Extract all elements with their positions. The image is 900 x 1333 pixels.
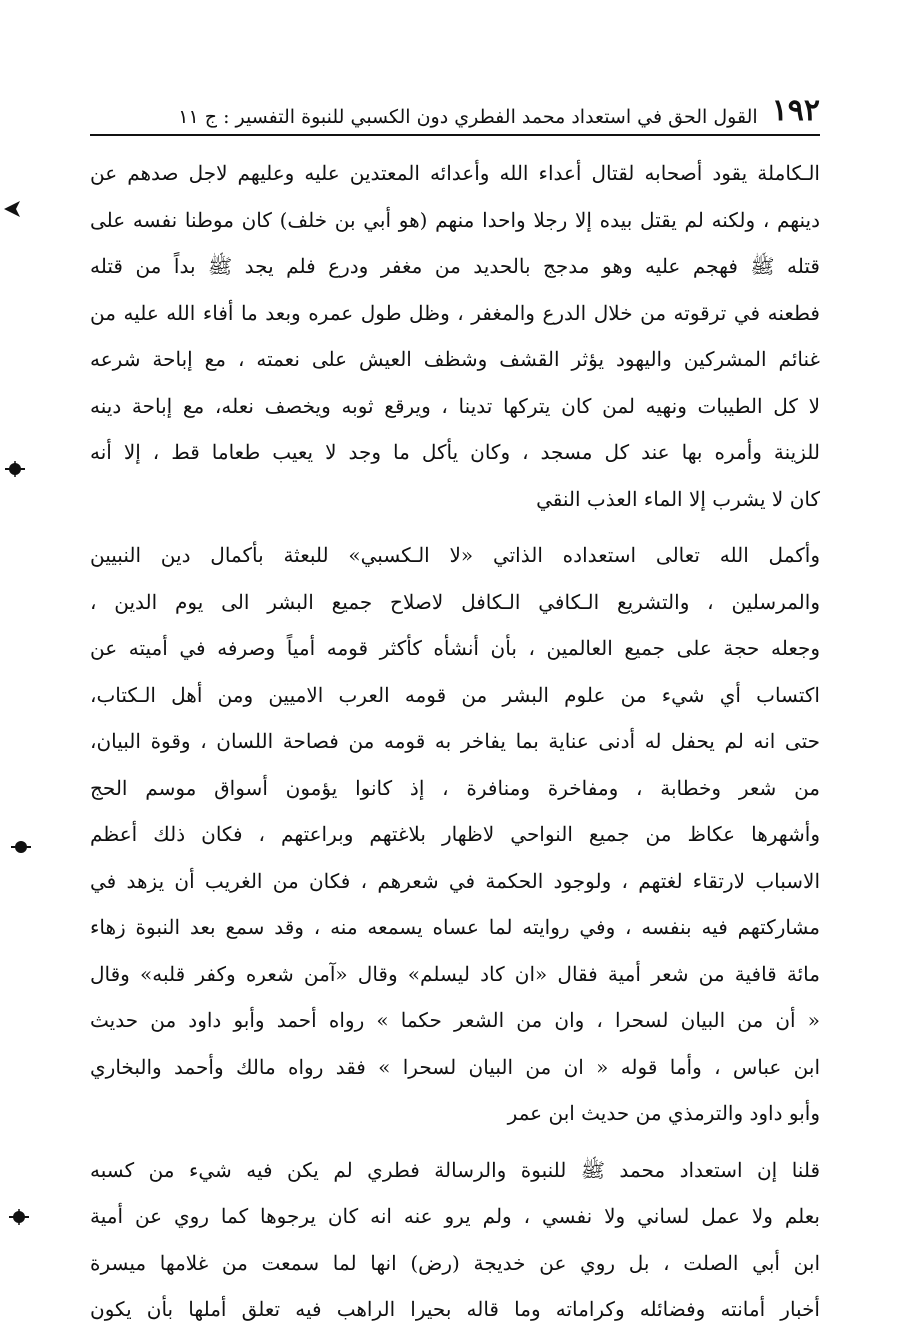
text-line: قلنا إن استعداد محمد ﷺ للنبوة والرسالة فطري لم يكن فيه شيء من كسبه — [90, 1157, 820, 1182]
ornament-mark — [8, 1206, 30, 1228]
text-line: والمرسلين ، والتشريع الـكافي الـكافل لاصلاح جميع البشر الى يوم الدين ، — [90, 589, 820, 614]
page-number: ١٩٢ — [771, 93, 820, 128]
text-line: وجعله حجة على جميع العالمين ، بأن أنشأه كأكثر قومه أمياً وصرفه في أميته عن — [90, 636, 820, 660]
text-line: بعلم ولا عمل لساني ولا نفسي ، ولم يرو عنه انه كان يرجوها كما روي عن أمية — [90, 1204, 820, 1228]
text-line: للزينة وأمره بها عند كل مسجد ، وكان يأكل ما وجد لا يعيب طعاما قط ، إلا أنه — [90, 440, 820, 464]
ornament-mark — [4, 458, 26, 480]
text-line: لا كل الطيبات ونهيه لمن كان يتركها تدينا ، ويرقع ثوبه ويخصف نعله، مع إباحة دينه — [90, 393, 820, 418]
text-line: مشاركتهم فيه بنفسه ، وفي روايته لما عساه يسمعه منه ، وقد سمع بعد النبوة زهاء — [90, 915, 820, 939]
text-line: حتى انه لم يحفل له أدنى عناية بما يفاخر به قومه من فصاحة اللسان ، وقوة البيان، — [90, 729, 820, 753]
text-line: الاسباب لارتقاء لغتهم ، ولوجود الحكمة في شعرهم ، فكان من الغريب أن يزهد في — [90, 868, 820, 893]
ornament-mark — [10, 836, 32, 858]
text-line: وأشهرها عكاظ من جميع النواحي لاظهار بلاغتهم وبراعتهم ، فكان ذلك أعظم — [90, 822, 820, 846]
body-text — [90, 150, 820, 1333]
text-line: ابن أبي الصلت ، بل روي عن خديجة (رض) انها لما سمعت من غلامها ميسرة — [90, 1250, 820, 1275]
text-line: ابن عباس ، وأما قوله « ان من البيان لسحرا » فقد رواه مالك وأحمد والبخاري — [90, 1054, 820, 1079]
text-line: كان لا يشرب إلا الماء العذب النقي — [536, 486, 820, 511]
text-line: دينهم ، ولكنه لم يقتل بيده إلا رجلا واحدا منهم (هو أبي بن خلف) كان موطنا نفسه على — [90, 207, 820, 232]
paragraph-1 — [90, 150, 820, 522]
text-line: فطعنه في ترقوته من خلال الدرع والمغفر ، وظل طول عمره وبعد ما أفاء الله عليه من — [90, 300, 820, 325]
text-line: وأبو داود والترمذي من حديث ابن عمر — [507, 1101, 820, 1125]
text-line: الـكاملة يقود أصحابه لقتال أعداء الله وأعدائه المعتدين عليه وعليهم لاجل صدهم عن — [90, 161, 820, 185]
paragraph-3 — [90, 1147, 820, 1333]
running-header — [90, 82, 820, 128]
running-title: القول الحق في استعداد محمد الفطري دون الكسبي للنبوة التفسير : ج ١١ — [178, 106, 758, 128]
text-line: من شعر وخطابة ، ومفاخرة ومنافرة ، إذ كانوا يؤمون أسواق موسم الحج — [90, 775, 820, 800]
text-line: وأكمل الله تعالى استعداده الذاتي «لا الـكسبي» للبعثة بأكمال دين النبيين — [90, 543, 820, 567]
paragraph-2 — [90, 532, 820, 1137]
text-line: أخبار أمانته وفضائله وكراماته وما قاله بحيرا الراهب فيه تعلق أملها بأن يكون — [90, 1297, 820, 1321]
text-line: قتله ﷺ فهجم عليه وهو مدجج بالحديد من مغفر ودرع فلم يجد ﷺ بداً من قتله — [90, 254, 820, 278]
text-line: مائة قافية من شعر أمية فقال «ان كاد ليسلم» وقال «آمن شعره وكفر قلبه» وقال — [90, 961, 820, 986]
header-rule — [90, 134, 820, 136]
arrow-left-mark — [2, 198, 24, 220]
text-line: « أن من البيان لسحرا ، وان من الشعر حكما » رواه أحمد وأبو داود من حديث — [90, 1008, 820, 1032]
text-line: اكتساب أي شيء من علوم البشر من قومه العرب الاميين ومن أهل الـكتاب، — [90, 682, 820, 707]
text-line: غنائم المشركين واليهود يؤثر القشف وشظف العيش على نعمته ، مع إباحة شرعه — [90, 347, 820, 371]
